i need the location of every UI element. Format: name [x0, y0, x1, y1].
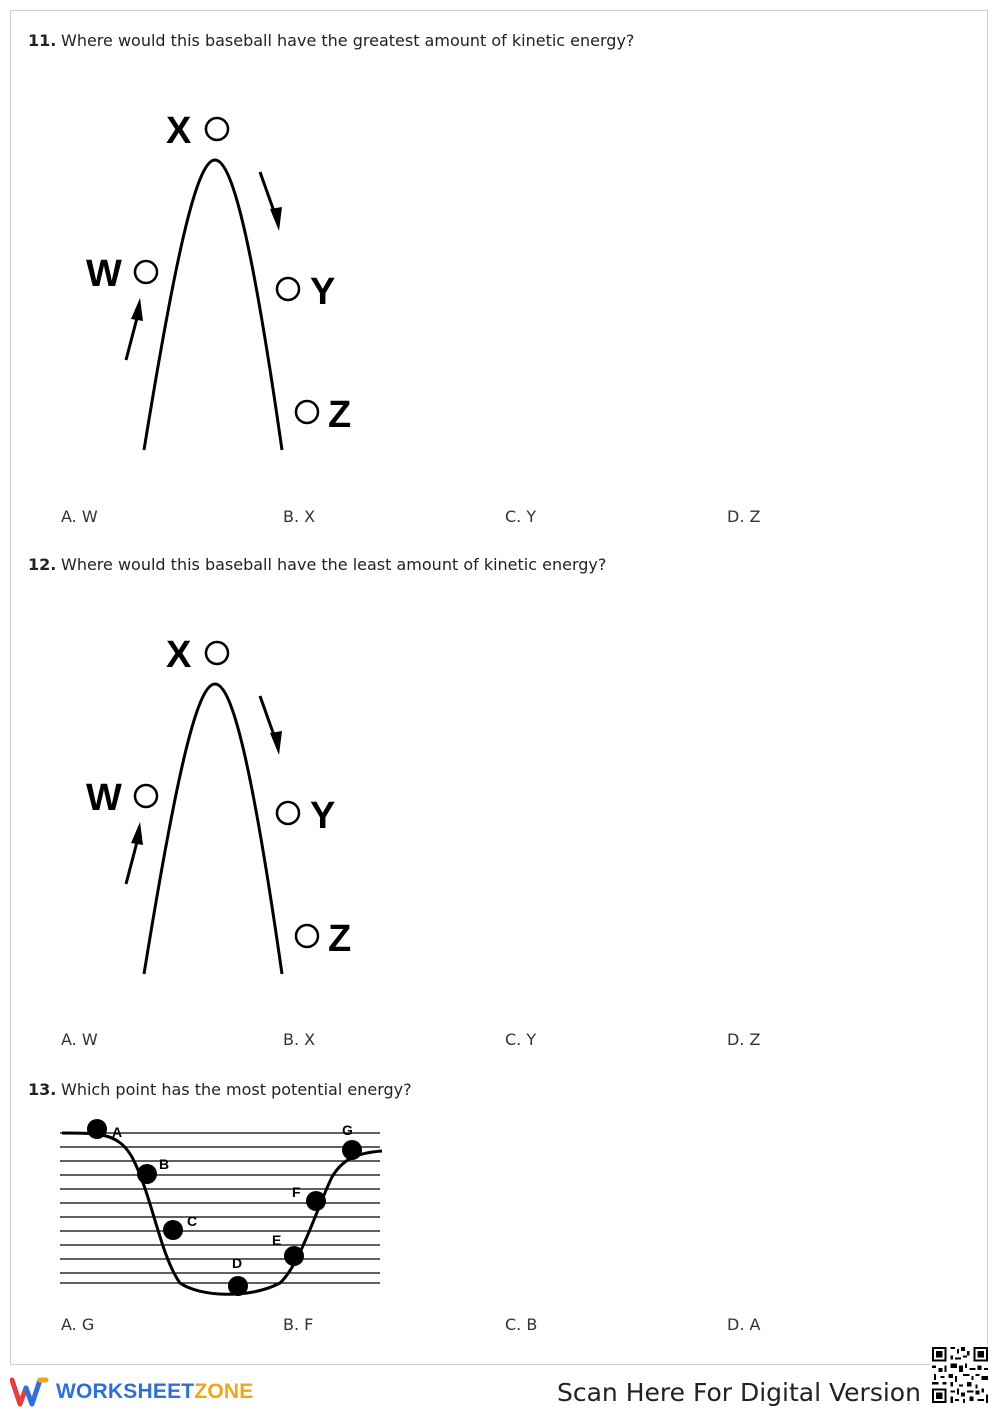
question-13	[28, 1080, 412, 1099]
point-b-marker	[137, 1164, 157, 1184]
label-d: D	[232, 1255, 243, 1271]
point-g-marker	[342, 1140, 362, 1160]
label-c: C	[187, 1213, 198, 1229]
label-w: W	[86, 253, 122, 295]
worksheetzone-logo[interactable]	[10, 1376, 253, 1408]
label-b: B	[159, 1156, 170, 1172]
question-text: Where would this baseball have the least amount of kinetic energy?	[61, 555, 607, 574]
option-b[interactable]: B. X	[283, 507, 316, 526]
point-c-marker	[163, 1220, 183, 1240]
option-c[interactable]: C. Y	[505, 507, 537, 526]
option-d[interactable]: D. Z	[727, 1030, 761, 1049]
option-b[interactable]: B. F	[283, 1315, 314, 1334]
label-x: X	[166, 110, 192, 152]
label-f: F	[292, 1184, 301, 1200]
option-a[interactable]: A. W	[61, 1030, 98, 1049]
roller-coaster-diagram	[60, 1115, 385, 1305]
option-d[interactable]: D. Z	[727, 507, 761, 526]
option-a[interactable]: A. G	[61, 1315, 95, 1334]
option-b[interactable]: B. X	[283, 1030, 316, 1049]
question-number: 13.	[28, 1080, 57, 1099]
scan-text: Scan Here For Digital Version	[557, 1378, 921, 1407]
point-e-marker	[284, 1246, 304, 1266]
question-12	[28, 555, 606, 574]
qr-code-icon[interactable]	[930, 1345, 990, 1405]
logo-w-icon	[10, 1376, 50, 1408]
question-number: 11.	[28, 31, 57, 50]
option-d[interactable]: D. A	[727, 1315, 761, 1334]
option-a[interactable]: A. W	[61, 507, 98, 526]
point-d-marker	[228, 1276, 248, 1296]
label-y: Y	[310, 271, 336, 313]
label-w: W	[86, 777, 122, 819]
label-z: Z	[328, 394, 352, 436]
question-text: Which point has the most potential energy?	[61, 1080, 412, 1099]
point-a-marker	[87, 1119, 107, 1139]
label-e: E	[272, 1232, 282, 1248]
brand-zone: ZONE	[194, 1380, 254, 1403]
baseball-trajectory-diagram-11	[80, 100, 380, 460]
question-number: 12.	[28, 555, 57, 574]
label-x: X	[166, 634, 192, 676]
option-c[interactable]: C. Y	[505, 1030, 537, 1049]
question-11	[28, 31, 634, 50]
question-text: Where would this baseball have the greatest amount of kinetic energy?	[61, 31, 635, 50]
label-y: Y	[310, 795, 336, 837]
label-a: A	[112, 1124, 123, 1140]
point-f-marker	[306, 1191, 326, 1211]
option-c[interactable]: C. B	[505, 1315, 538, 1334]
label-z: Z	[328, 918, 352, 960]
brand-worksheet: WORKSHEET	[56, 1380, 195, 1403]
label-g: G	[342, 1122, 353, 1138]
baseball-trajectory-diagram-12	[80, 624, 380, 984]
